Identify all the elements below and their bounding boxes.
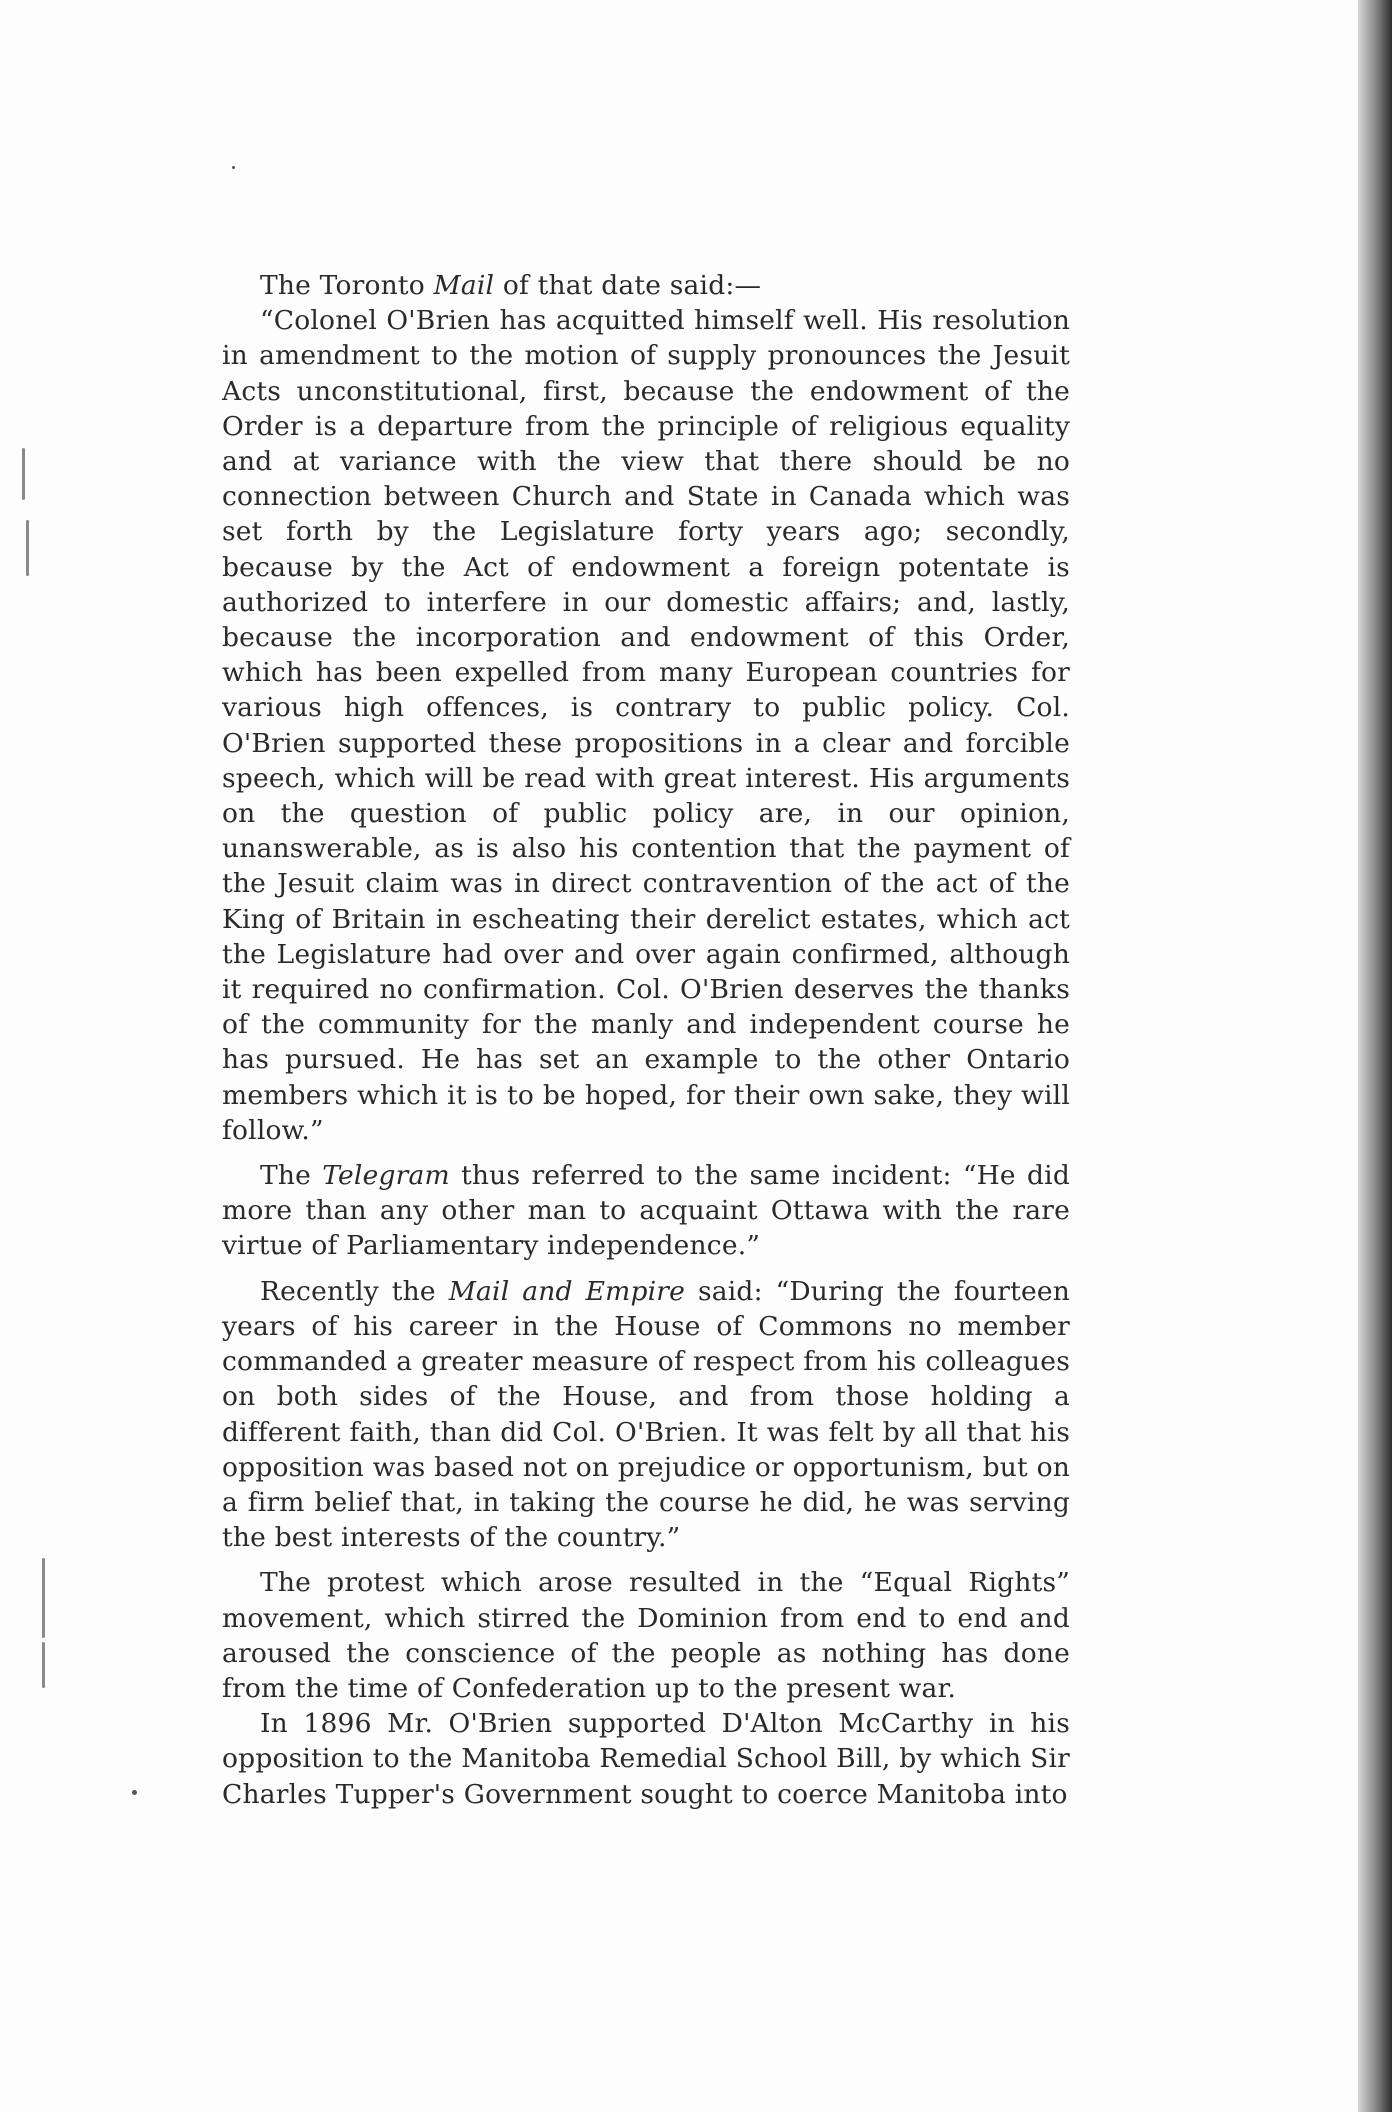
paragraph-text: of that date said:— — [494, 270, 762, 301]
page-edge-shadow — [1358, 0, 1392, 2112]
scan-speck — [132, 1790, 137, 1795]
publication-name: Telegram — [322, 1160, 450, 1192]
paragraph — [222, 1565, 1070, 1706]
paragraph — [222, 1706, 1070, 1812]
paragraph — [222, 303, 1070, 1148]
paragraph-text: The protest which arose resulted in the “Equal Rights” movement, which stirred the Dominion from end to end and aroused the conscience of the people as nothing has done from the time of Confederation up to the present war. — [222, 1567, 1070, 1704]
publication-name: Mail and Empire — [448, 1275, 686, 1307]
scan-artifact-mark — [26, 520, 29, 576]
paragraph — [222, 1158, 1070, 1264]
document-body — [222, 268, 1070, 1822]
paragraph-text: In 1896 Mr. O'Brien supported D'Alton McCarthy in his opposition to the Manitoba Remedial School Bill, by which Sir Charles Tupper's Government sought to coerce Manitoba into — [222, 1708, 1070, 1810]
scan-artifact-mark — [22, 448, 25, 500]
paragraph — [222, 268, 1070, 303]
paragraph-text: “Colonel O'Brien has acquitted himself well. His resolution in amendment to the motion of supply pronounces the Jesuit Acts unconstitutional, first, because the endowment of the Order is a departure from the principle of religious equality and at variance with the view that there should be no connection between Church and State in Canada which was set forth by the Legislature forty years ago; secondly, because by the Act of endowment a foreign potentate is authorized to interfere in our domestic affairs; and, lastly, because the incorporation and endowment of this Order, which has been expelled from many European countries for various high offences, is contrary to public policy. Col. O'Brien supported these propositions in a clear and forcible speech, which will be read with great interest. His arguments on the question of public policy are, in our opinion, unanswerable, as is also his contention that the payment of the Jesuit claim was in direct contravention of the act of the King of Britain in escheating their derelict estates, which act the Legislature had over and over again confirmed, although it required no confirmation. Col. O'Brien deserves the thanks of the community for the manly and independent course he has pursued. He has set an example to the other Ontario members which it is to be hoped, for their own sake, they will follow.” — [222, 305, 1070, 1146]
scan-artifact-mark — [42, 1558, 45, 1638]
paragraph-text: said: “During the fourteen years of his career in the House of Commons no member commanded a greater measure of respect from his colleagues on both sides of the House, and from those holding a different faith, than did Col. O'Brien. It was felt by all that his opposition was based not on prejudice or opportunism, but on a firm belief that, in taking the course he did, he was serving the best interests of the country.” — [222, 1275, 1070, 1554]
scan-speck — [232, 166, 235, 169]
paragraph-text: The — [260, 1160, 323, 1192]
scan-artifact-mark — [42, 1642, 45, 1688]
paragraph — [222, 1274, 1070, 1556]
publication-name: Mail — [433, 270, 495, 301]
paragraph-text: thus referred to the same incident: “He did more than any other man to acquaint Ottawa with the rare virtue of Parliamentary independence.” — [222, 1160, 1070, 1262]
paragraph-text: The Toronto — [260, 270, 434, 301]
paragraph-text: Recently the — [260, 1275, 449, 1307]
